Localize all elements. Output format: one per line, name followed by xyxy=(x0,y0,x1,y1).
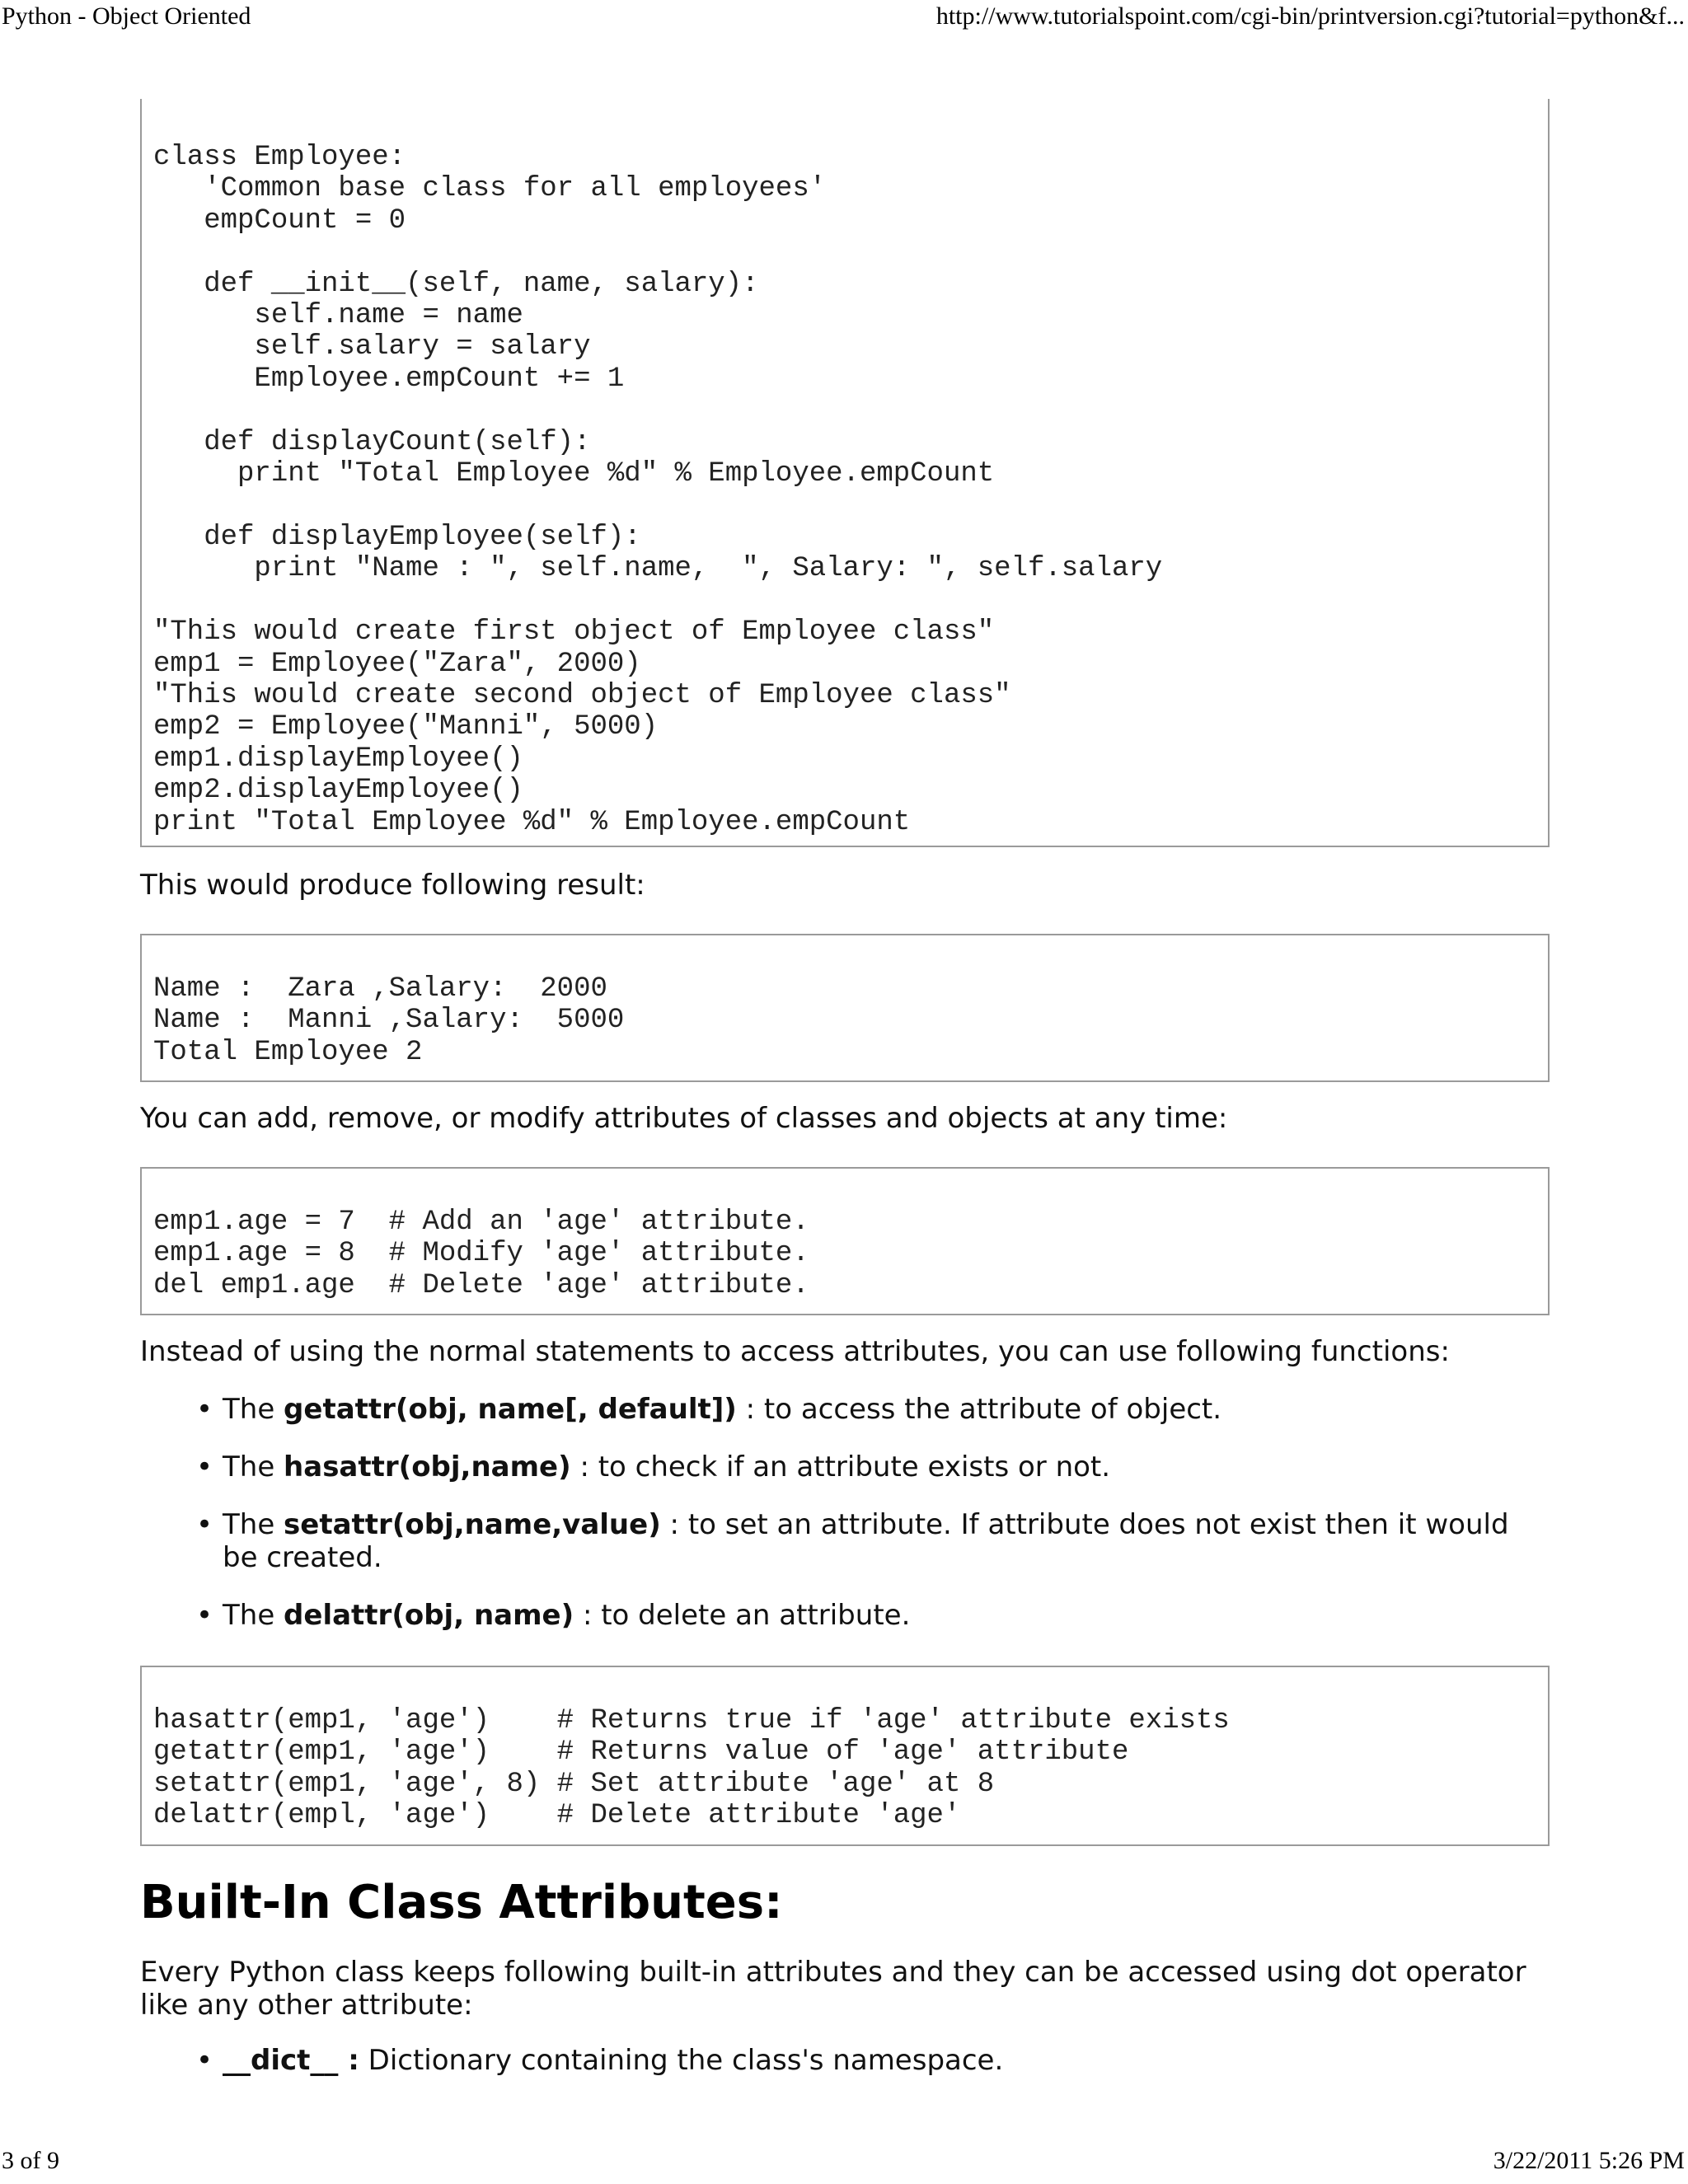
code-text: class Employee: 'Common base class for all employees' empCount = 0 def __init__(self, name, salary): self.name = name self.salary = salary Employee.empCount += 1 def displayCount(self): print "Total Employee %d" % Employee.empCount def displayEmployee(self): print "Name : ", self.name, ", Salary: ", self.salary "This would create first object of Employee class" emp1 = Employee("Zara", 2000) "This would create second object of Employee class" emp2 = Employee("Manni", 5000) emp1.displayEmployee() emp2.displayEmployee() print "Total Employee %d" % Employee.empCount xyxy=(153,142,1163,838)
list-item xyxy=(140,1508,1541,1574)
code-block-result xyxy=(140,934,1550,1082)
list-item-text: : to set an attribute. If attribute does not exist then it would be created. xyxy=(223,1508,1509,1574)
function-name: setattr(obj,name,value) xyxy=(284,1508,661,1541)
list-item-prefix: The xyxy=(223,1508,284,1541)
functions-list xyxy=(140,1393,1541,1632)
page-header-title: Python - Object Oriented xyxy=(2,2,251,30)
list-item xyxy=(140,1599,1541,1632)
code-block-functions xyxy=(140,1666,1550,1846)
print-datetime: 3/22/2011 5:26 PM xyxy=(1493,2147,1685,2174)
section-heading: Built-In Class Attributes: xyxy=(140,1876,783,1929)
list-item-text: : to check if an attribute exists or not. xyxy=(570,1451,1111,1483)
code-text: emp1.age = 7 # Add an 'age' attribute. emp1.age = 8 # Modify 'age' attribute. del emp1.age # Delete 'age' attribute. xyxy=(153,1207,809,1301)
code-text: hasattr(emp1, 'age') # Returns true if 'age' attribute exists getattr(emp1, 'age') # Returns value of 'age' attribute setattr(emp1, 'age', 8) # Set attribute 'age' at 8 delattr(empl, 'age') # Delete attribute 'age' xyxy=(153,1705,1230,1832)
page-header-url: http://www.tutorialspoint.com/cgi-bin/printversion.cgi?tutorial=python&f... xyxy=(935,2,1685,30)
list-item xyxy=(140,1393,1541,1426)
bullet-icon: • xyxy=(196,1599,213,1632)
function-name: hasattr(obj,name) xyxy=(284,1451,571,1483)
list-item xyxy=(140,2044,1541,2077)
paragraph-functions-intro: Instead of using the normal statements to access attributes, you can use following functions: xyxy=(140,1335,1450,1368)
list-item-text: Dictionary containing the class's namespace. xyxy=(359,2044,1004,2077)
list-item-text: : to access the attribute of object. xyxy=(736,1393,1222,1426)
bullet-icon: • xyxy=(196,1508,213,1541)
list-item xyxy=(140,1451,1541,1483)
list-item-prefix: The xyxy=(223,1393,284,1426)
code-block-attributes xyxy=(140,1167,1550,1315)
code-block-class-definition xyxy=(140,99,1550,847)
list-item-text: : to delete an attribute. xyxy=(574,1599,911,1632)
attribute-name: __dict__ : xyxy=(223,2044,359,2077)
bullet-icon: • xyxy=(196,2044,213,2077)
list-item-prefix: The xyxy=(223,1451,284,1483)
bullet-icon: • xyxy=(196,1451,213,1483)
paragraph-builtin-intro: Every Python class keeps following built-in attributes and they can be accessed using dot operator like any other attribute: xyxy=(140,1956,1526,2022)
paragraph-modify-intro: You can add, remove, or modify attributes of classes and objects at any time: xyxy=(140,1102,1228,1135)
function-name: getattr(obj, name[, default]) xyxy=(284,1393,737,1426)
builtin-attributes-list xyxy=(140,2044,1541,2077)
code-text: Name : Zara ,Salary: 2000 Name : Manni ,Salary: 5000 Total Employee 2 xyxy=(153,973,625,1068)
list-item-prefix: The xyxy=(223,1599,284,1632)
bullet-icon: • xyxy=(196,1393,213,1426)
function-name: delattr(obj, name) xyxy=(284,1599,574,1632)
page-number: 3 of 9 xyxy=(2,2147,59,2174)
paragraph-result-intro: This would produce following result: xyxy=(140,869,645,902)
